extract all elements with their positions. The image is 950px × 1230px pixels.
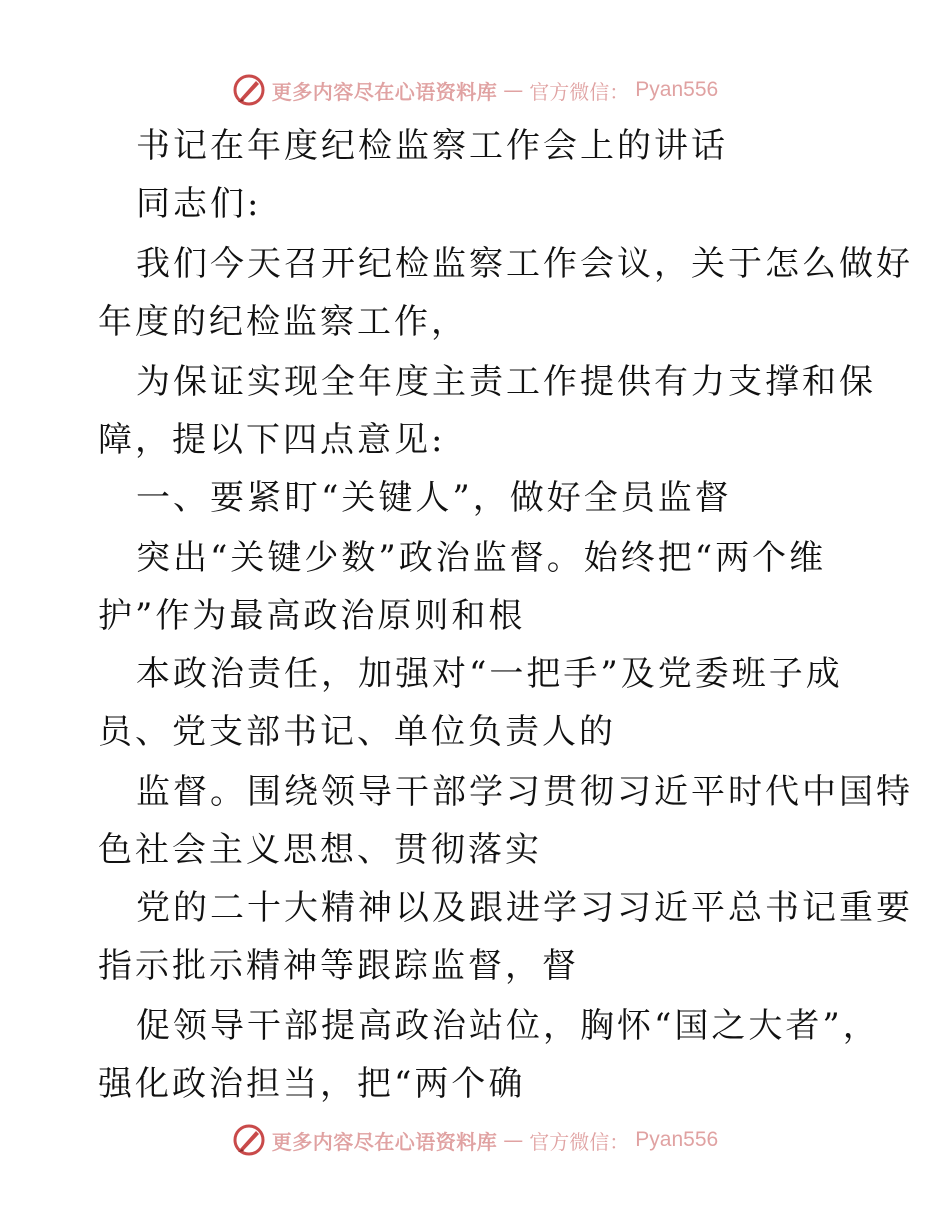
salutation: 同志们: xyxy=(136,184,262,224)
paragraph-line: 障，提以下四点意见: xyxy=(98,420,446,460)
paragraph-line: 为保证实现全年度主责工作提供有力支撑和保 xyxy=(136,362,876,402)
banner-text: 更多内容尽在心语资料库 xyxy=(271,79,498,104)
banner-text: 更多内容尽在心语资料库 xyxy=(271,1129,498,1154)
section-heading: 一、要紧盯“关键人”，做好全员监督 xyxy=(136,478,732,518)
quill-pen-logo-icon xyxy=(232,73,266,107)
paragraph-line: 本政治责任，加强对“一把手”及党委班子成 xyxy=(136,654,843,694)
header-watermark-banner xyxy=(0,68,950,112)
paragraph-line: 党的二十大精神以及跟进学习习近平总书记重要 xyxy=(136,888,913,928)
quill-pen-logo-icon xyxy=(232,1123,266,1157)
paragraph-line: 突出“关键少数”政治监督。始终把“两个维 xyxy=(136,538,827,578)
banner-wechat-label: 官方微信： xyxy=(529,79,630,104)
paragraph-line: 护”作为最高政治原则和根 xyxy=(98,596,526,636)
paragraph-line: 年度的纪检监察工作， xyxy=(98,302,468,342)
paragraph-line: 监督。围绕领导干部学习贯彻习近平时代中国特 xyxy=(136,772,913,812)
paragraph-line: 我们今天召开纪检监察工作会议，关于怎么做好 xyxy=(136,244,913,284)
banner-separator: — xyxy=(503,1128,524,1152)
paragraph-line: 色社会主义思想、贯彻落实 xyxy=(98,830,542,870)
paragraph-line: 员、党支部书记、单位负责人的 xyxy=(98,712,616,752)
paragraph-line: 指示批示精神等跟踪监督，督 xyxy=(98,946,579,986)
document-title: 书记在年度纪检监察工作会上的讲话 xyxy=(136,126,728,166)
banner-wechat-id: Pyan556 xyxy=(635,1128,719,1151)
footer-watermark-banner xyxy=(0,1118,950,1162)
paragraph-line: 促领导干部提高政治站位，胸怀“国之大者”， xyxy=(136,1006,880,1046)
paragraph-line: 强化政治担当，把“两个确 xyxy=(98,1064,526,1104)
banner-wechat-id: Pyan556 xyxy=(635,78,719,101)
banner-separator: — xyxy=(503,78,524,102)
banner-wechat-label: 官方微信： xyxy=(529,1129,630,1154)
